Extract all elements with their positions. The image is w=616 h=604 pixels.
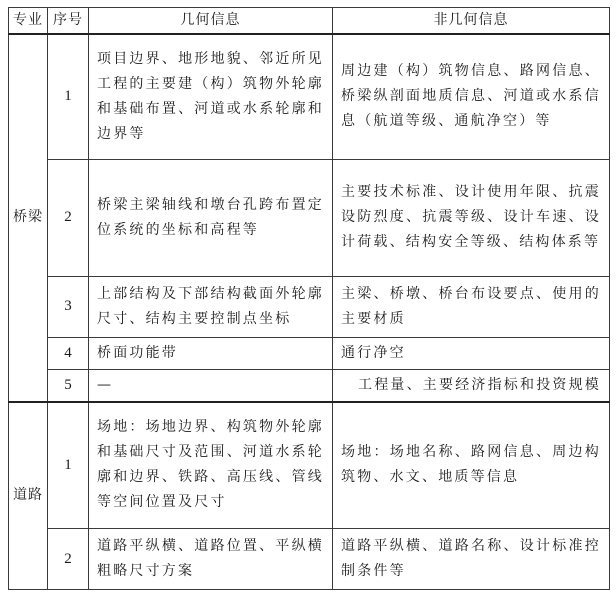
geo-cell: 项目边界、地形地貌、邻近所见工程的主要建（构）筑物外轮廓和基础布置、河道或水系轮廓和边界等 xyxy=(89,34,333,159)
geo-cell: 上部结构及下部结构截面外轮廓尺寸、结构主要控制点坐标 xyxy=(89,276,333,337)
table-row xyxy=(9,159,610,276)
header-geo: 几何信息 xyxy=(89,8,333,35)
non-geo-cell: 通行净空 xyxy=(333,337,610,369)
non-geo-cell: 主梁、桥墩、桥台布设要点、使用的主要材质 xyxy=(333,276,610,337)
table-row xyxy=(9,276,610,337)
major-cell-road: 道路 xyxy=(9,402,48,590)
non-geo-cell: 主要技术标准、设计使用年限、抗震设防烈度、抗震等级、设计车速、设计荷载、结构安全等级、结构体系等 xyxy=(333,159,610,276)
row-number: 1 xyxy=(48,34,89,159)
table-row xyxy=(9,402,610,529)
row-number: 2 xyxy=(48,529,89,590)
geo-cell: — xyxy=(89,369,333,402)
non-geo-cell: 周边建（构）筑物信息、路网信息、桥梁纵剖面地质信息、河道或水系信息（航道等级、通航净空）等 xyxy=(333,34,610,159)
non-geo-cell: 工程量、主要经济指标和投资规模 xyxy=(333,369,610,402)
table-row xyxy=(9,369,610,402)
header-num: 序号 xyxy=(48,8,89,35)
info-table xyxy=(8,7,610,590)
header-row xyxy=(9,8,610,35)
row-number: 5 xyxy=(48,369,89,402)
geo-cell: 桥面功能带 xyxy=(89,337,333,369)
geo-cell: 桥梁主梁轴线和墩台孔跨布置定位系统的坐标和高程等 xyxy=(89,159,333,276)
table-row xyxy=(9,34,610,159)
row-number: 3 xyxy=(48,276,89,337)
row-number: 1 xyxy=(48,402,89,529)
row-number: 4 xyxy=(48,337,89,369)
non-geo-cell: 道路平纵横、道路名称、设计标准控制条件等 xyxy=(333,529,610,590)
geo-cell: 道路平纵横、道路位置、平纵横粗略尺寸方案 xyxy=(89,529,333,590)
major-cell-bridge: 桥梁 xyxy=(9,34,48,402)
non-geo-cell: 场地：场地名称、路网信息、周边构筑物、水文、地质等信息 xyxy=(333,402,610,529)
header-major: 专业 xyxy=(9,8,48,35)
geo-cell: 场地：场地边界、构筑物外轮廓和基础尺寸及范围、河道水系轮廓和边界、铁路、高压线、管线等空间位置及尺寸 xyxy=(89,402,333,529)
header-non-geo: 非几何信息 xyxy=(333,8,610,35)
row-number: 2 xyxy=(48,159,89,276)
table-row xyxy=(9,337,610,369)
table-row xyxy=(9,529,610,590)
